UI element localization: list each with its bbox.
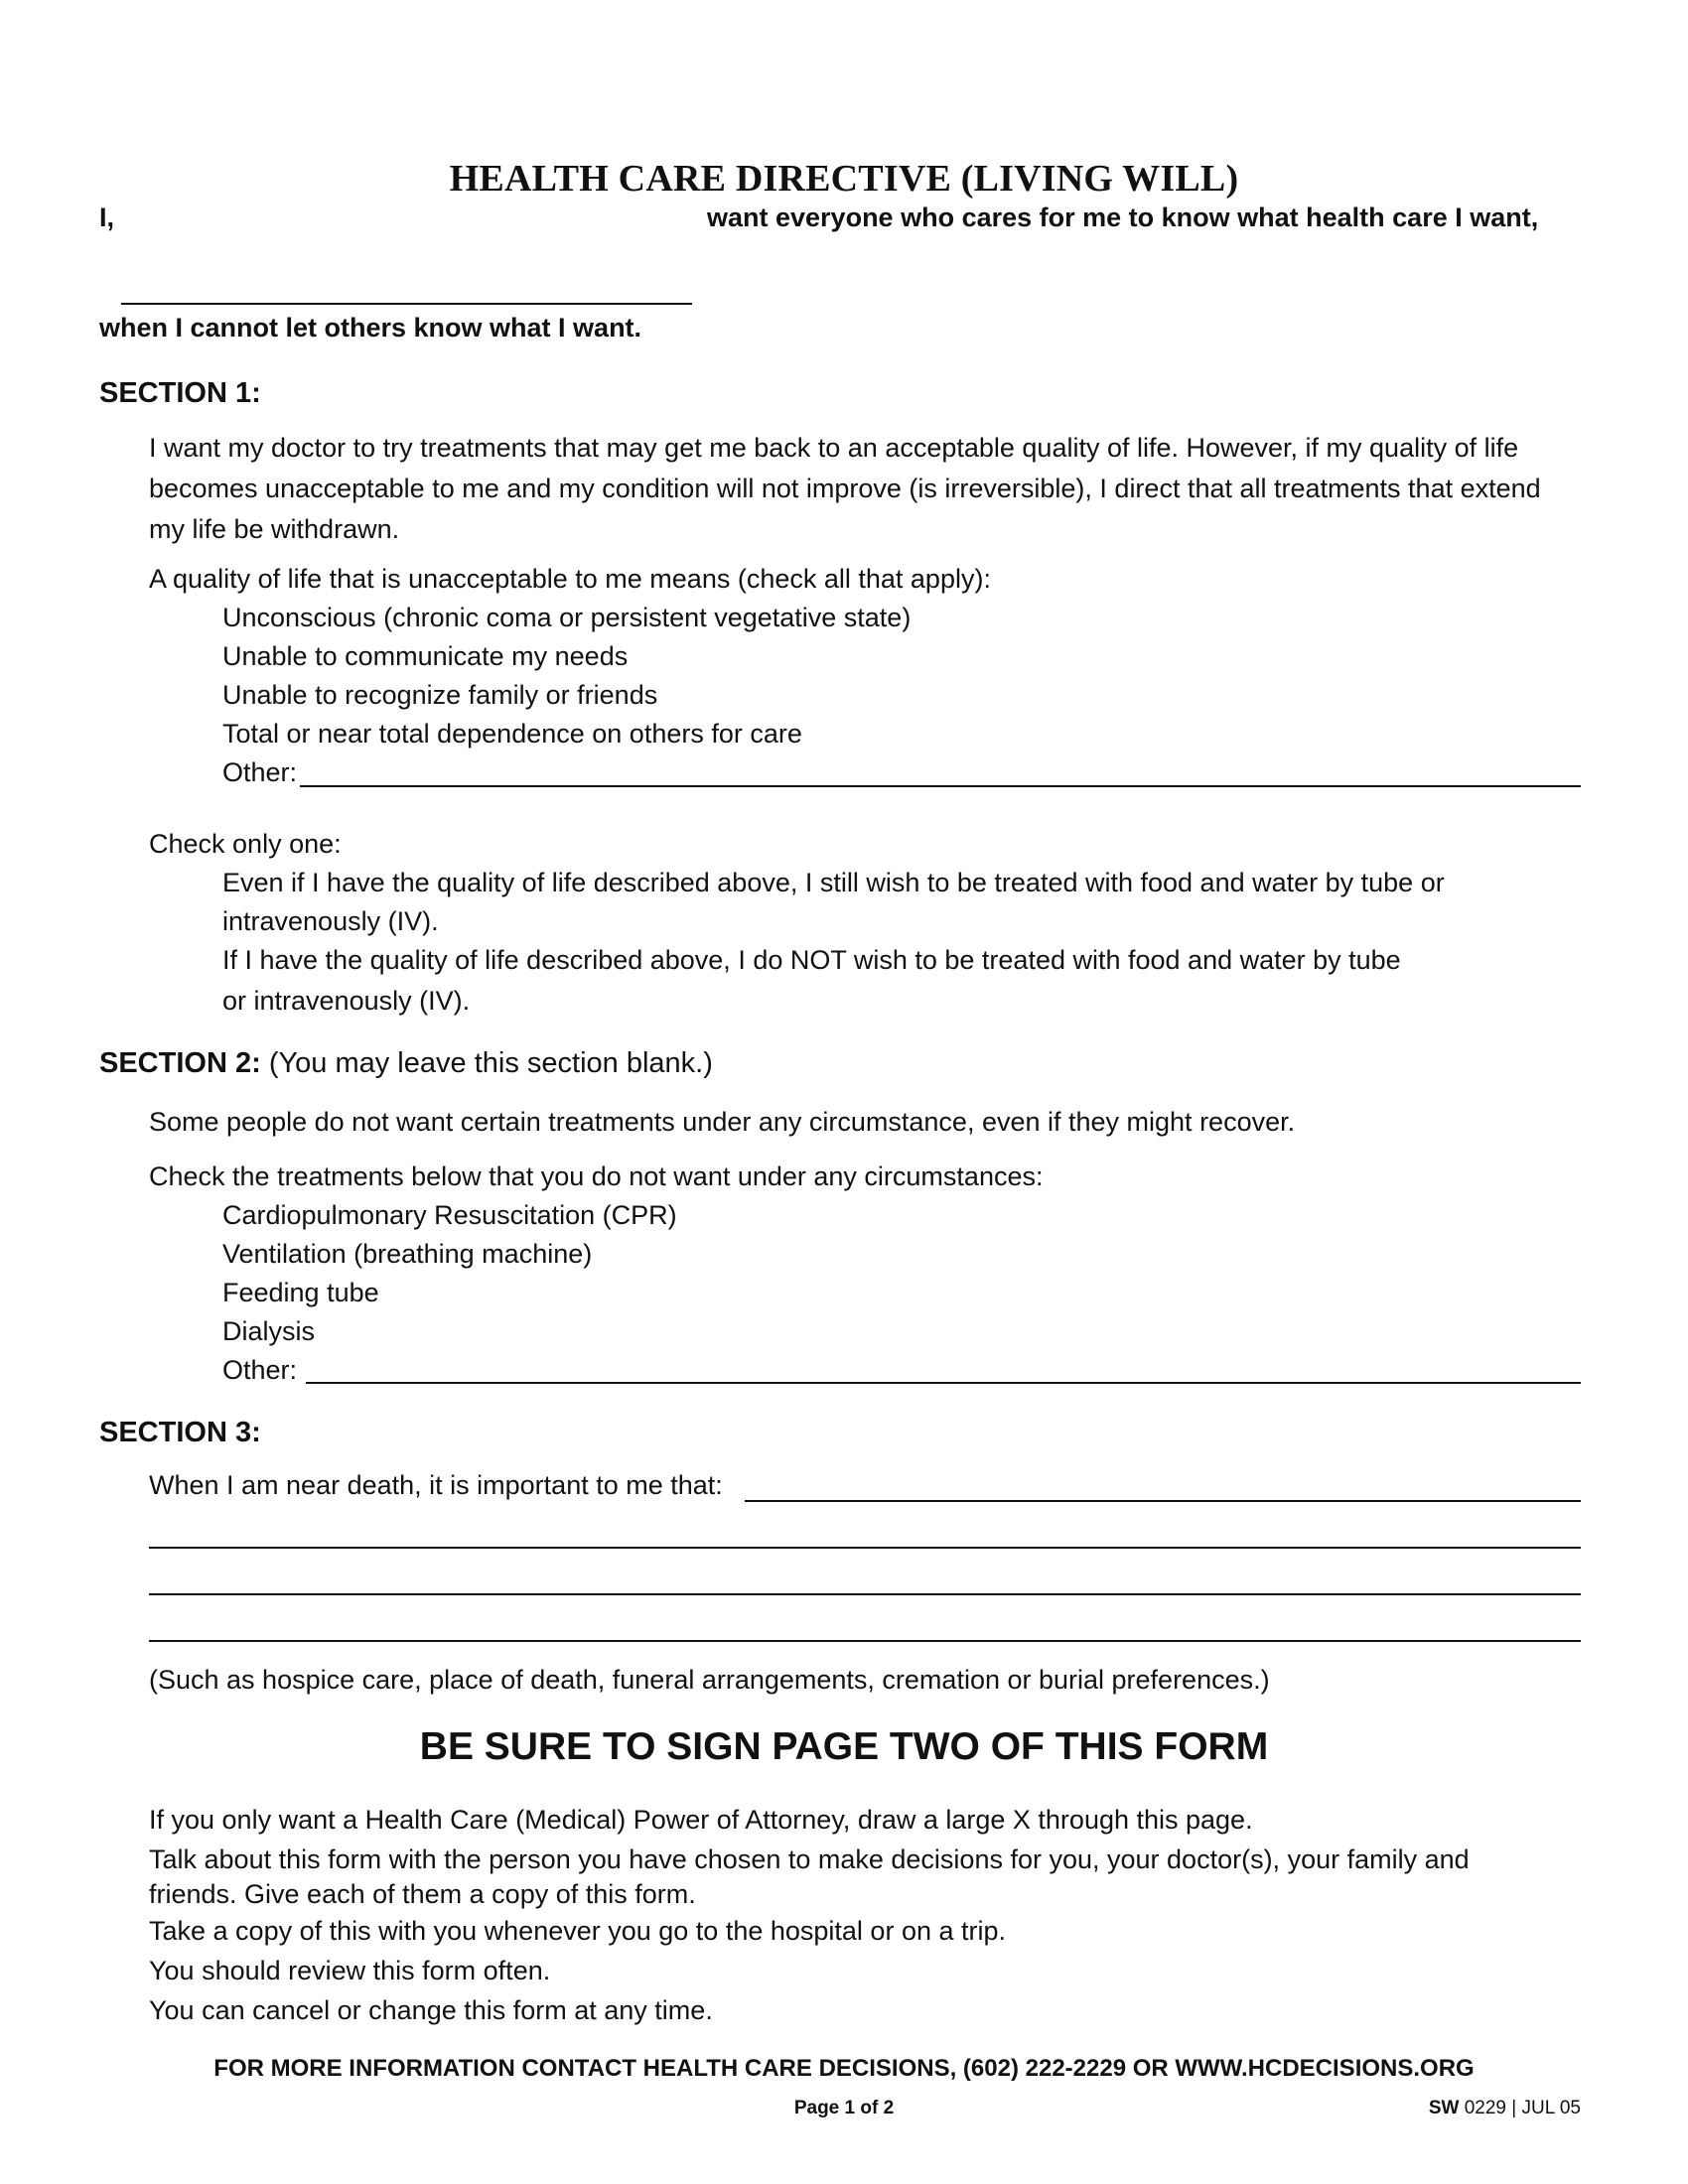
name-line[interactable] [121, 303, 692, 305]
near-death-line[interactable] [149, 1640, 1581, 1642]
contact-footer: FOR MORE INFORMATION CONTACT HEALTH CARE DECISIONS, (602) 222-2229 OR WWW.HCDECISIONS.ORG [213, 2055, 1475, 2082]
quality-other-line[interactable] [300, 785, 1581, 787]
intro-i-label: I, [99, 203, 115, 232]
note-line: You should review this form often. [149, 1956, 551, 1985]
section2-heading-note: (You may leave this section blank.) [268, 1047, 713, 1079]
sign-page-two-callout: BE SURE TO SIGN PAGE TWO OF THIS FORM [419, 1725, 1269, 1768]
near-death-line[interactable] [149, 1593, 1581, 1595]
treatment-option[interactable]: Dialysis [222, 1316, 316, 1346]
form-code [1429, 2098, 1581, 2119]
quality-option[interactable]: Unable to recognize family or friends [222, 680, 658, 710]
section1-heading: SECTION 1: [99, 377, 261, 409]
note-line: If you only want a Health Care (Medical) Power of Attorney, draw a large X through this page. [149, 1805, 1253, 1835]
form-code-prefix: SW [1428, 2098, 1460, 2118]
document-title: HEALTH CARE DIRECTIVE (LIVING WILL) [449, 158, 1239, 200]
section1-paragraph: I want my doctor to try treatments that may get me back to an acceptable quality of life. However, if my quality of life becomes unacceptable to me and my condition will not improve (is irreversible), I direct that all treatments that extend my life be withdrawn. [149, 433, 1541, 544]
treatments-prompt: Check the treatments below that you do not want under any circumstances: [149, 1161, 1044, 1191]
check-only-one-label: Check only one: [149, 829, 342, 859]
form-code-value: 0229 | JUL 05 [1464, 2098, 1581, 2118]
quality-option[interactable]: Total or near total dependence on others for care [222, 719, 802, 749]
treatment-option[interactable]: Feeding tube [222, 1278, 379, 1307]
food-water-option-yes-cont: intravenously (IV). [222, 906, 439, 936]
near-death-line[interactable] [149, 1547, 1581, 1549]
quality-option[interactable]: Unconscious (chronic coma or persistent vegetative state) [222, 603, 912, 632]
intro-want-text: want everyone who cares for me to know what health care I want, [707, 203, 1539, 232]
section3-examples: (Such as hospice care, place of death, funeral arrangements, cremation or burial preferences.) [149, 1665, 1270, 1695]
food-water-option-yes[interactable]: Even if I have the quality of life described above, I still wish to be treated with food and water by tube or [222, 868, 1445, 897]
section2-paragraph: Some people do not want certain treatments under any circumstance, even if they might recover. [149, 1107, 1296, 1137]
section3-heading: SECTION 3: [99, 1417, 261, 1448]
treatment-option[interactable]: Cardiopulmonary Resuscitation (CPR) [222, 1200, 677, 1230]
treatment-option[interactable]: Ventilation (breathing machine) [222, 1239, 593, 1269]
section2-heading: SECTION 2: [99, 1047, 261, 1079]
note-line: Take a copy of this with you whenever you go to the hospital or on a trip. [149, 1916, 1006, 1946]
near-death-line[interactable] [745, 1500, 1581, 1502]
food-water-option-no-cont: or intravenously (IV). [222, 986, 471, 1016]
intro-when-text: when I cannot let others know what I want. [99, 313, 642, 342]
page-number: Page 1 of 2 [793, 2098, 895, 2118]
quality-other-label: Other: [222, 757, 298, 787]
section2-heading-row [99, 1047, 713, 1080]
treatment-other-line[interactable] [306, 1382, 1581, 1384]
section3-prompt: When I am near death, it is important to me that: [149, 1470, 723, 1500]
quality-option[interactable]: Unable to communicate my needs [222, 641, 629, 671]
quality-prompt: A quality of life that is unacceptable to me means (check all that apply): [149, 564, 991, 594]
note-line: Talk about this form with the person you have chosen to make decisions for you, your doctor(s), your family and [149, 1844, 1470, 1874]
treatment-other-label: Other: [222, 1355, 298, 1385]
note-line: You can cancel or change this form at any time. [149, 1995, 713, 2025]
note-line: friends. Give each of them a copy of this form. [149, 1879, 696, 1909]
food-water-option-no[interactable]: If I have the quality of life described above, I do NOT wish to be treated with food and water by tube [222, 945, 1401, 975]
